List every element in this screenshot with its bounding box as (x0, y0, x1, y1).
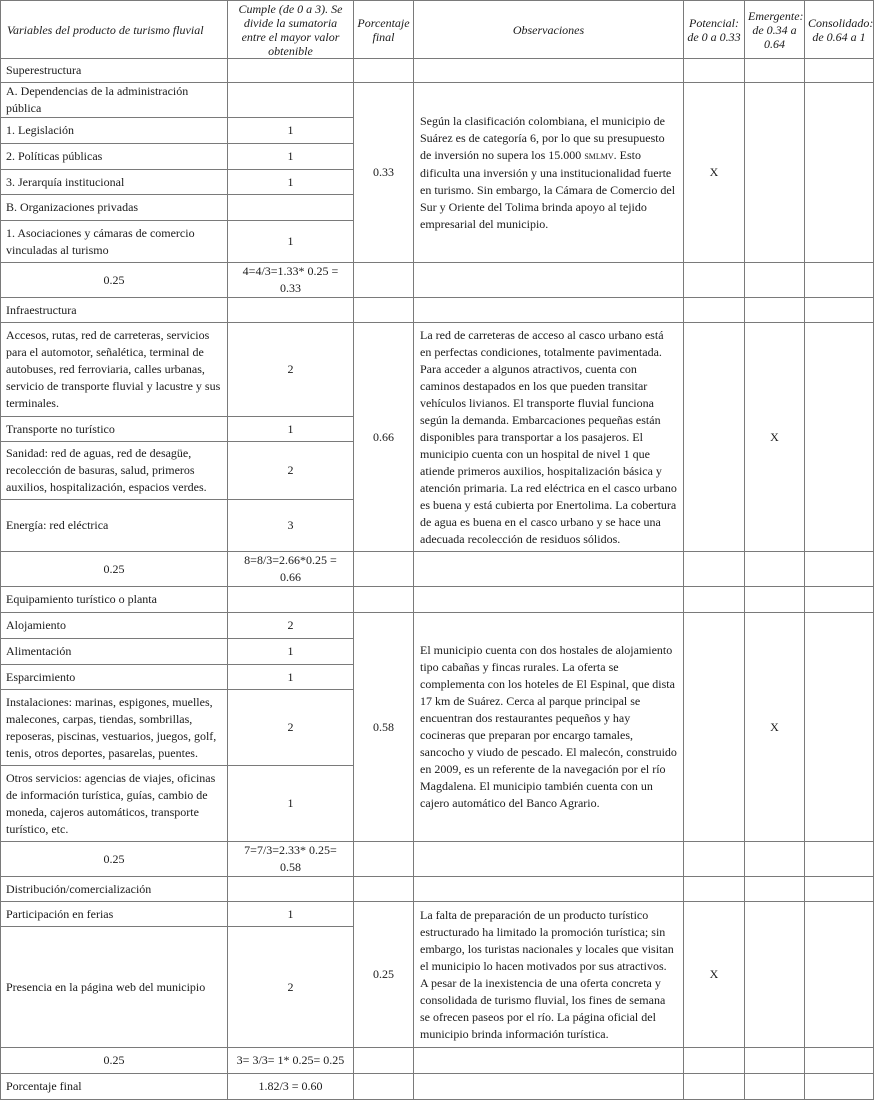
variable-score: 1 (228, 417, 354, 442)
group-a-label: A. Dependencias de la administración pública (1, 83, 228, 118)
section-title-distribucion: Distribución/comercialización (1, 877, 228, 902)
variable-label: Sanidad: red de aguas, red de desagüe, recolección de basuras, salud, primeros auxilios, hospitalización, espacios verdes. (1, 442, 228, 500)
variable-label: Instalaciones: marinas, espigones, muelles, malecones, carpas, tiendas, sombrillas, reposeras, piscinas, vestuarios, juegos, golf, tenis, otros deportes, pasarelas, puentes. (1, 690, 228, 766)
variable-label: Energía: red eléctrica (1, 500, 228, 552)
group-row (1, 83, 874, 118)
smlmv-unit: smlmv (584, 149, 614, 162)
variable-score: 1 (228, 221, 354, 263)
header-potencial: Potencial: de 0 a 0.33 (684, 1, 745, 59)
subtotal-row (1, 552, 874, 587)
mark-emergente-infraestructura: X (745, 323, 805, 552)
variable-label: 2. Políticas públicas (1, 144, 228, 170)
header-row (1, 1, 874, 59)
percent-superestructura: 0.33 (354, 83, 414, 263)
variable-score: 2 (228, 613, 354, 639)
header-observaciones: Observaciones (414, 1, 684, 59)
final-label: Porcentaje final (1, 1074, 228, 1100)
header-porcentaje: Porcentaje final (354, 1, 414, 59)
group-b-label: B. Organizaciones privadas (1, 195, 228, 221)
observation-equipamiento: El municipio cuenta con dos hostales de alojamiento tipo cabañas y fincas rurales. La oferta se complementa con los hoteles de El Espinal, que dista 17 km de Suárez. Cerca al parque principal se encuentran dos restaurantes pequeños y hay cocineras que preparan por encargo tamales, sancocho y viudo de pescado. El malecón, construido en 2009, es un referente de la navegación por el río Magdalena. El municipio también cuenta con un cajero automático del Banco Agrario. (414, 613, 684, 842)
variable-label: Alojamiento (1, 613, 228, 639)
variable-score: 2 (228, 323, 354, 417)
percent-distribucion: 0.25 (354, 902, 414, 1048)
section-title-row (1, 877, 874, 902)
section-title-row (1, 298, 874, 323)
variable-label: Accesos, rutas, red de carreteras, servicios para el automotor, señalética, terminal de autobuses, red ferroviaria, calles urbanas, servicio de transporte fluvial y lacustre y sus terminales. (1, 323, 228, 417)
section-title-row (1, 59, 874, 83)
variable-label: 1. Asociaciones y cámaras de comercio vinculadas al turismo (1, 221, 228, 263)
section-title-row (1, 587, 874, 613)
formula-superestructura: 4=4/3=1.33* 0.25 = 0.33 (228, 263, 354, 298)
observation-infraestructura: La red de carreteras de acceso al casco urbano está en perfectas condiciones, totalmente pavimentada. Para acceder a algunos atractivos, cuenta con caminos destapados en los que pueden transitar vehículos livianos. El transporte fluvial funciona según la demanda. Embarcaciones pequeñas están disponibles para transportar a los pasajeros. El municipio cuenta con un hospital de nivel 1 que atiende primeros auxilios, hospitalización básica y atención primaria. La red eléctrica en el casco urbano es buena y está cubierta por Enertolima. La cobertura de agua es buena en el casco urbano y se hace una adecuada recolección de residuos sólidos. (414, 323, 684, 552)
final-row (1, 1074, 874, 1100)
observation-distribucion: La falta de preparación de un producto turístico estructurado ha limitado la promoción turística; sin embargo, los turistas nacionales y locales que visitan el municipio lo hacen motivados por sus atractivos. A pesar de la inexistencia de una oferta concreta y consolidada de turismo fluvial, los fines de semana se ofrecen paseos por el río. La página oficial del municipio brinda información turística. (414, 902, 684, 1048)
section-title-infraestructura: Infraestructura (1, 298, 228, 323)
empty-emergente-distribucion (745, 902, 805, 1048)
variable-label: Otros servicios: agencias de viajes, oficinas de información turística, guías, cambio de moneda, cajeros automáticos, transporte turístico, etc. (1, 766, 228, 842)
variable-row (1, 323, 874, 417)
weight-distribucion: 0.25 (1, 1048, 228, 1074)
variable-score: 3 (228, 500, 354, 552)
final-formula: 1.82/3 = 0.60 (228, 1074, 354, 1100)
variable-score: 1 (228, 766, 354, 842)
variable-score: 1 (228, 902, 354, 927)
empty-emergente-superestructura (745, 83, 805, 263)
mark-emergente-equipamiento: X (745, 613, 805, 842)
variable-row (1, 613, 874, 639)
mark-potencial-superestructura: X (684, 83, 745, 263)
variable-label: Participación en ferias (1, 902, 228, 927)
formula-distribucion: 3= 3/3= 1* 0.25= 0.25 (228, 1048, 354, 1074)
section-title-equipamiento: Equipamiento turístico o planta (1, 587, 228, 613)
weight-infraestructura: 0.25 (1, 552, 228, 587)
variable-score: 1 (228, 639, 354, 665)
section-title-superestructura: Superestructura (1, 59, 228, 83)
variable-score: 2 (228, 927, 354, 1048)
variable-label: 1. Legislación (1, 118, 228, 144)
variable-label: Transporte no turístico (1, 417, 228, 442)
variable-score: 1 (228, 170, 354, 195)
empty-consolidado-equipamiento (805, 613, 874, 842)
subtotal-row (1, 1048, 874, 1074)
empty-consolidado-infraestructura (805, 323, 874, 552)
observation-superestructura: Según la clasificación colombiana, el municipio de Suárez es de categoría 6, por lo que su presupuesto de inversión no supera los 15.000 smlmv. Esto dificulta una inversión y una institucionalidad fuerte en turismo. Sin embargo, la Cámara de Comercio del Sur y Oriente del Tolima brinda apoyo al tejido empresarial del municipio. (414, 83, 684, 263)
variable-score: 2 (228, 442, 354, 500)
header-variable: Variables del producto de turismo fluvial (1, 1, 228, 59)
variable-row (1, 902, 874, 927)
variable-score: 1 (228, 665, 354, 690)
percent-equipamiento: 0.58 (354, 613, 414, 842)
empty-potencial-equipamiento (684, 613, 745, 842)
empty-consolidado-distribucion (805, 902, 874, 1048)
variable-label: Presencia en la página web del municipio (1, 927, 228, 1048)
formula-infraestructura: 8=8/3=2.66*0.25 = 0.66 (228, 552, 354, 587)
mark-potencial-distribucion: X (684, 902, 745, 1048)
variable-score: 1 (228, 118, 354, 144)
subtotal-row (1, 842, 874, 877)
header-emergente: Emergente: de 0.34 a 0.64 (745, 1, 805, 59)
header-consolidado: Consolidado: de 0.64 a 1 (805, 1, 874, 59)
header-cumple: Cumple (de 0 a 3). Se divide la sumatoria entre el mayor valor obtenible (228, 1, 354, 59)
empty-potencial-infraestructura (684, 323, 745, 552)
weight-equipamiento: 0.25 (1, 842, 228, 877)
variable-label: 3. Jerarquía institucional (1, 170, 228, 195)
variable-label: Alimentación (1, 639, 228, 665)
variable-score: 1 (228, 144, 354, 170)
formula-equipamiento: 7=7/3=2.33* 0.25= 0.58 (228, 842, 354, 877)
variable-label: Esparcimiento (1, 665, 228, 690)
variable-score: 2 (228, 690, 354, 766)
subtotal-row (1, 263, 874, 298)
percent-infraestructura: 0.66 (354, 323, 414, 552)
empty-consolidado-superestructura (805, 83, 874, 263)
weight-superestructura: 0.25 (1, 263, 228, 298)
